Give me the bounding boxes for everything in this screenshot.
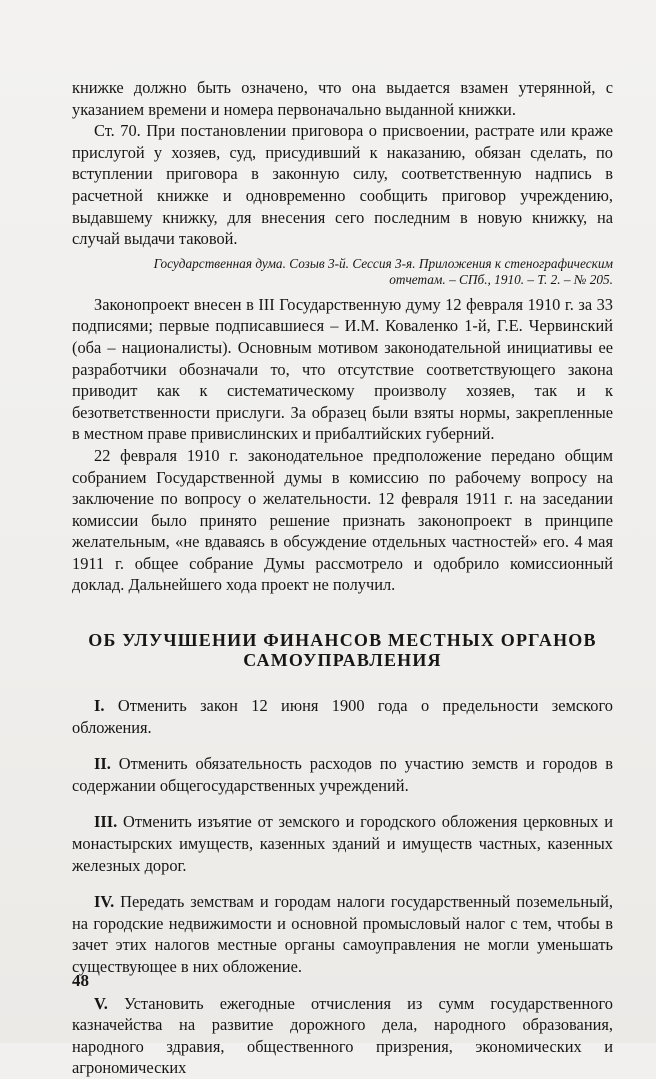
source-citation-line-1: Государственная дума. Созыв 3-й. Сессия 3-я. Приложения к стенографическим [153, 255, 613, 271]
law-item-number: IV. [94, 892, 115, 912]
law-item-number: V. [94, 993, 108, 1013]
law-item-number: II. [94, 754, 111, 774]
source-citation [72, 256, 613, 288]
commentary-paragraph-2: 22 февраля 1910 г. законодательное предположение передано общим собранием Государственной думы в комиссию по рабочему вопросу на заключение по вопросу о желательности. 12 февраля 1911 г. на заседании комиссии было принято решение признать законопроект в принципе желательным, «не вдаваясь в обсуждение отдельных частностей» его. 4 мая 1911 г. общее собрание Думы рассмотрело и одобрило комиссионный доклад. Дальнейшего хода проект не получил. [72, 445, 613, 595]
text-column [72, 77, 613, 1079]
law-item [72, 753, 613, 796]
section-heading-line-1: ОБ УЛУЧШЕНИИ ФИНАНСОВ МЕСТНЫХ ОРГАНОВ [88, 630, 597, 651]
page-number: 48 [72, 971, 89, 990]
section-heading-line-2: САМОУПРАВЛЕНИЯ [243, 650, 442, 671]
law-item-text: Отменить закон 12 июня 1900 года о предельности земского обложения. [72, 696, 613, 737]
law-item-text: Отменить обязательность расходов по участию земств и городов в содержании общегосударственных учреждений. [72, 754, 613, 795]
law-item-number: III. [94, 812, 118, 832]
law-item-text: Отменить изъятие от земского и городского обложения церковных и монастырских имуществ, казенных зданий и имуществ частных, казенных железных дорог. [72, 812, 613, 875]
article-70-paragraph: Ст. 70. При постановлении приговора о присвоении, растрате или краже прислугой у хозяев, суд, присудивший к наказанию, обязан сделать, по вступлении приговора в законную силу, соответственную надпись в расчетной книжке и одновременно сообщить приговор учреждению, выдавшему книжку, для внесения сего последним в новую книжку, на случай выдачи таковой. [72, 121, 613, 249]
law-items [72, 695, 613, 1079]
law-item [72, 695, 613, 738]
section-heading [72, 630, 613, 670]
law-item [72, 811, 613, 876]
law-item-text: Передать земствам и городам налоги государственный поземельный, на городские недвижимости и основной промысловый налог с тем, чтобы в зачет этих налогов местные органы самоуправления не могли уменьшать существующее в них обложение. [72, 892, 613, 976]
law-item-text: Установить ежегодные отчисления из сумм государственного казначейства на развитие дорожного дела, народного образования, народного здравия, общественного призрения, экономических и агрономических [72, 993, 613, 1078]
law-item-number: I. [94, 696, 105, 716]
law-item [72, 993, 613, 1079]
continuation-paragraph: книжке должно быть означено, что она выдается взамен утерянной, с указанием времени и номера первоначально выданной книжки. [72, 78, 613, 119]
source-citation-line-2: отчетам. – СПб., 1910. – Т. 2. – № 205. [389, 271, 613, 287]
commentary-paragraph-1: Законопроект внесен в III Государственную думу 12 февраля 1910 г. за 33 подписями; первые подписавшиеся – И.М. Коваленко 1-й, Г.Е. Червинский (оба – националисты). Основным мотивом законодательной инициативы ее разработчики обозначали то, что отсутствие соответствующего закона приводит как к систематическому произволу хозяев, так и к безответственности прислуги. За образец были взяты нормы, закрепленные в местном праве привислинских и прибалтийских губерний. [72, 294, 613, 444]
law-item [72, 891, 613, 977]
